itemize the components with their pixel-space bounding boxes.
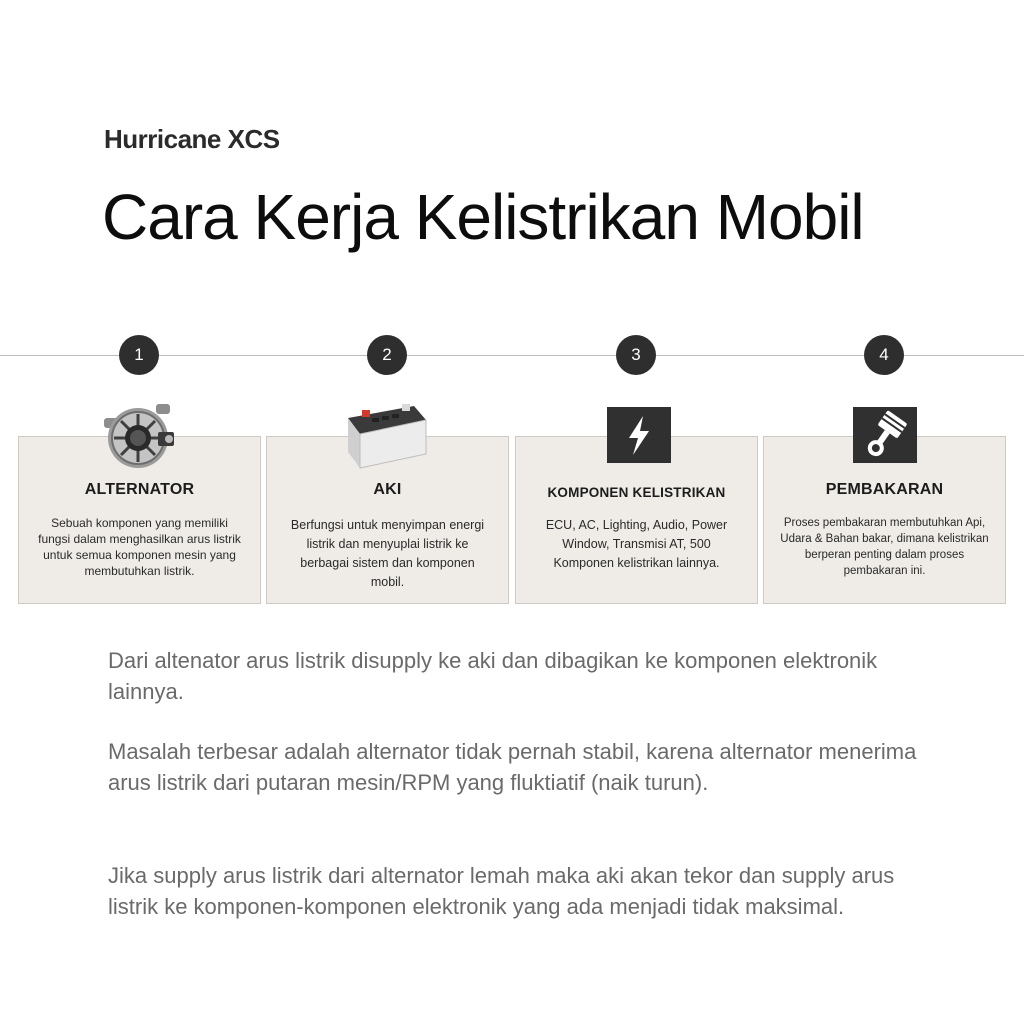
paragraph: Masalah terbesar adalah alternator tidak pernah stabil, karena alternator menerima arus listrik dari putaran mesin/RPM yang fluktiatif (naik turun).	[108, 739, 917, 795]
card-title: PEMBAKARAN	[825, 481, 944, 498]
brand-name: Hurricane XCS	[104, 124, 280, 154]
card-description: ECU, AC, Lighting, Audio, Power Window, Transmisi AT, 500 Komponen kelistrikan lainnya.	[545, 518, 728, 570]
paragraph: Jika supply arus listrik dari alternator lemah maka aki akan tekor dan supply arus listrik ke komponen-komponen elektronik yang ada menjadi tidak maksimal.	[108, 863, 895, 919]
car-battery-icon	[344, 396, 430, 472]
piston-icon	[853, 407, 917, 463]
card-description: Berfungsi untuk menyimpan energi listrik dan menyuplai listrik ke berbagai sistem dan komponen mobil.	[290, 518, 485, 589]
page-title: Cara Kerja Kelistrikan Mobil	[102, 181, 864, 253]
lightning-bolt-icon	[607, 407, 671, 463]
alternator-icon	[98, 396, 182, 476]
step-number-4: 4	[864, 335, 904, 375]
step-number-3: 3	[616, 335, 656, 375]
card-title: AKI	[373, 481, 402, 498]
step-number-1: 1	[119, 335, 159, 375]
step-number-2: 2	[367, 335, 407, 375]
card-description: Sebuah komponen yang memiliki fungsi dalam menghasilkan arus listrik untuk semua komponen mesin yang membutuhkan listrik.	[38, 516, 241, 578]
card-title: KOMPONEN KELISTRIKAN	[547, 485, 726, 500]
card-description: Proses pembakaran membutuhkan Api, Udara & Bahan bakar, dimana kelistrikan berperan penting dalam proses pembakaran ini.	[780, 517, 989, 577]
paragraph: Dari altenator arus listrik disupply ke aki dan dibagikan ke komponen elektronik lainnya.	[108, 648, 878, 704]
card-title: ALTERNATOR	[84, 481, 195, 498]
